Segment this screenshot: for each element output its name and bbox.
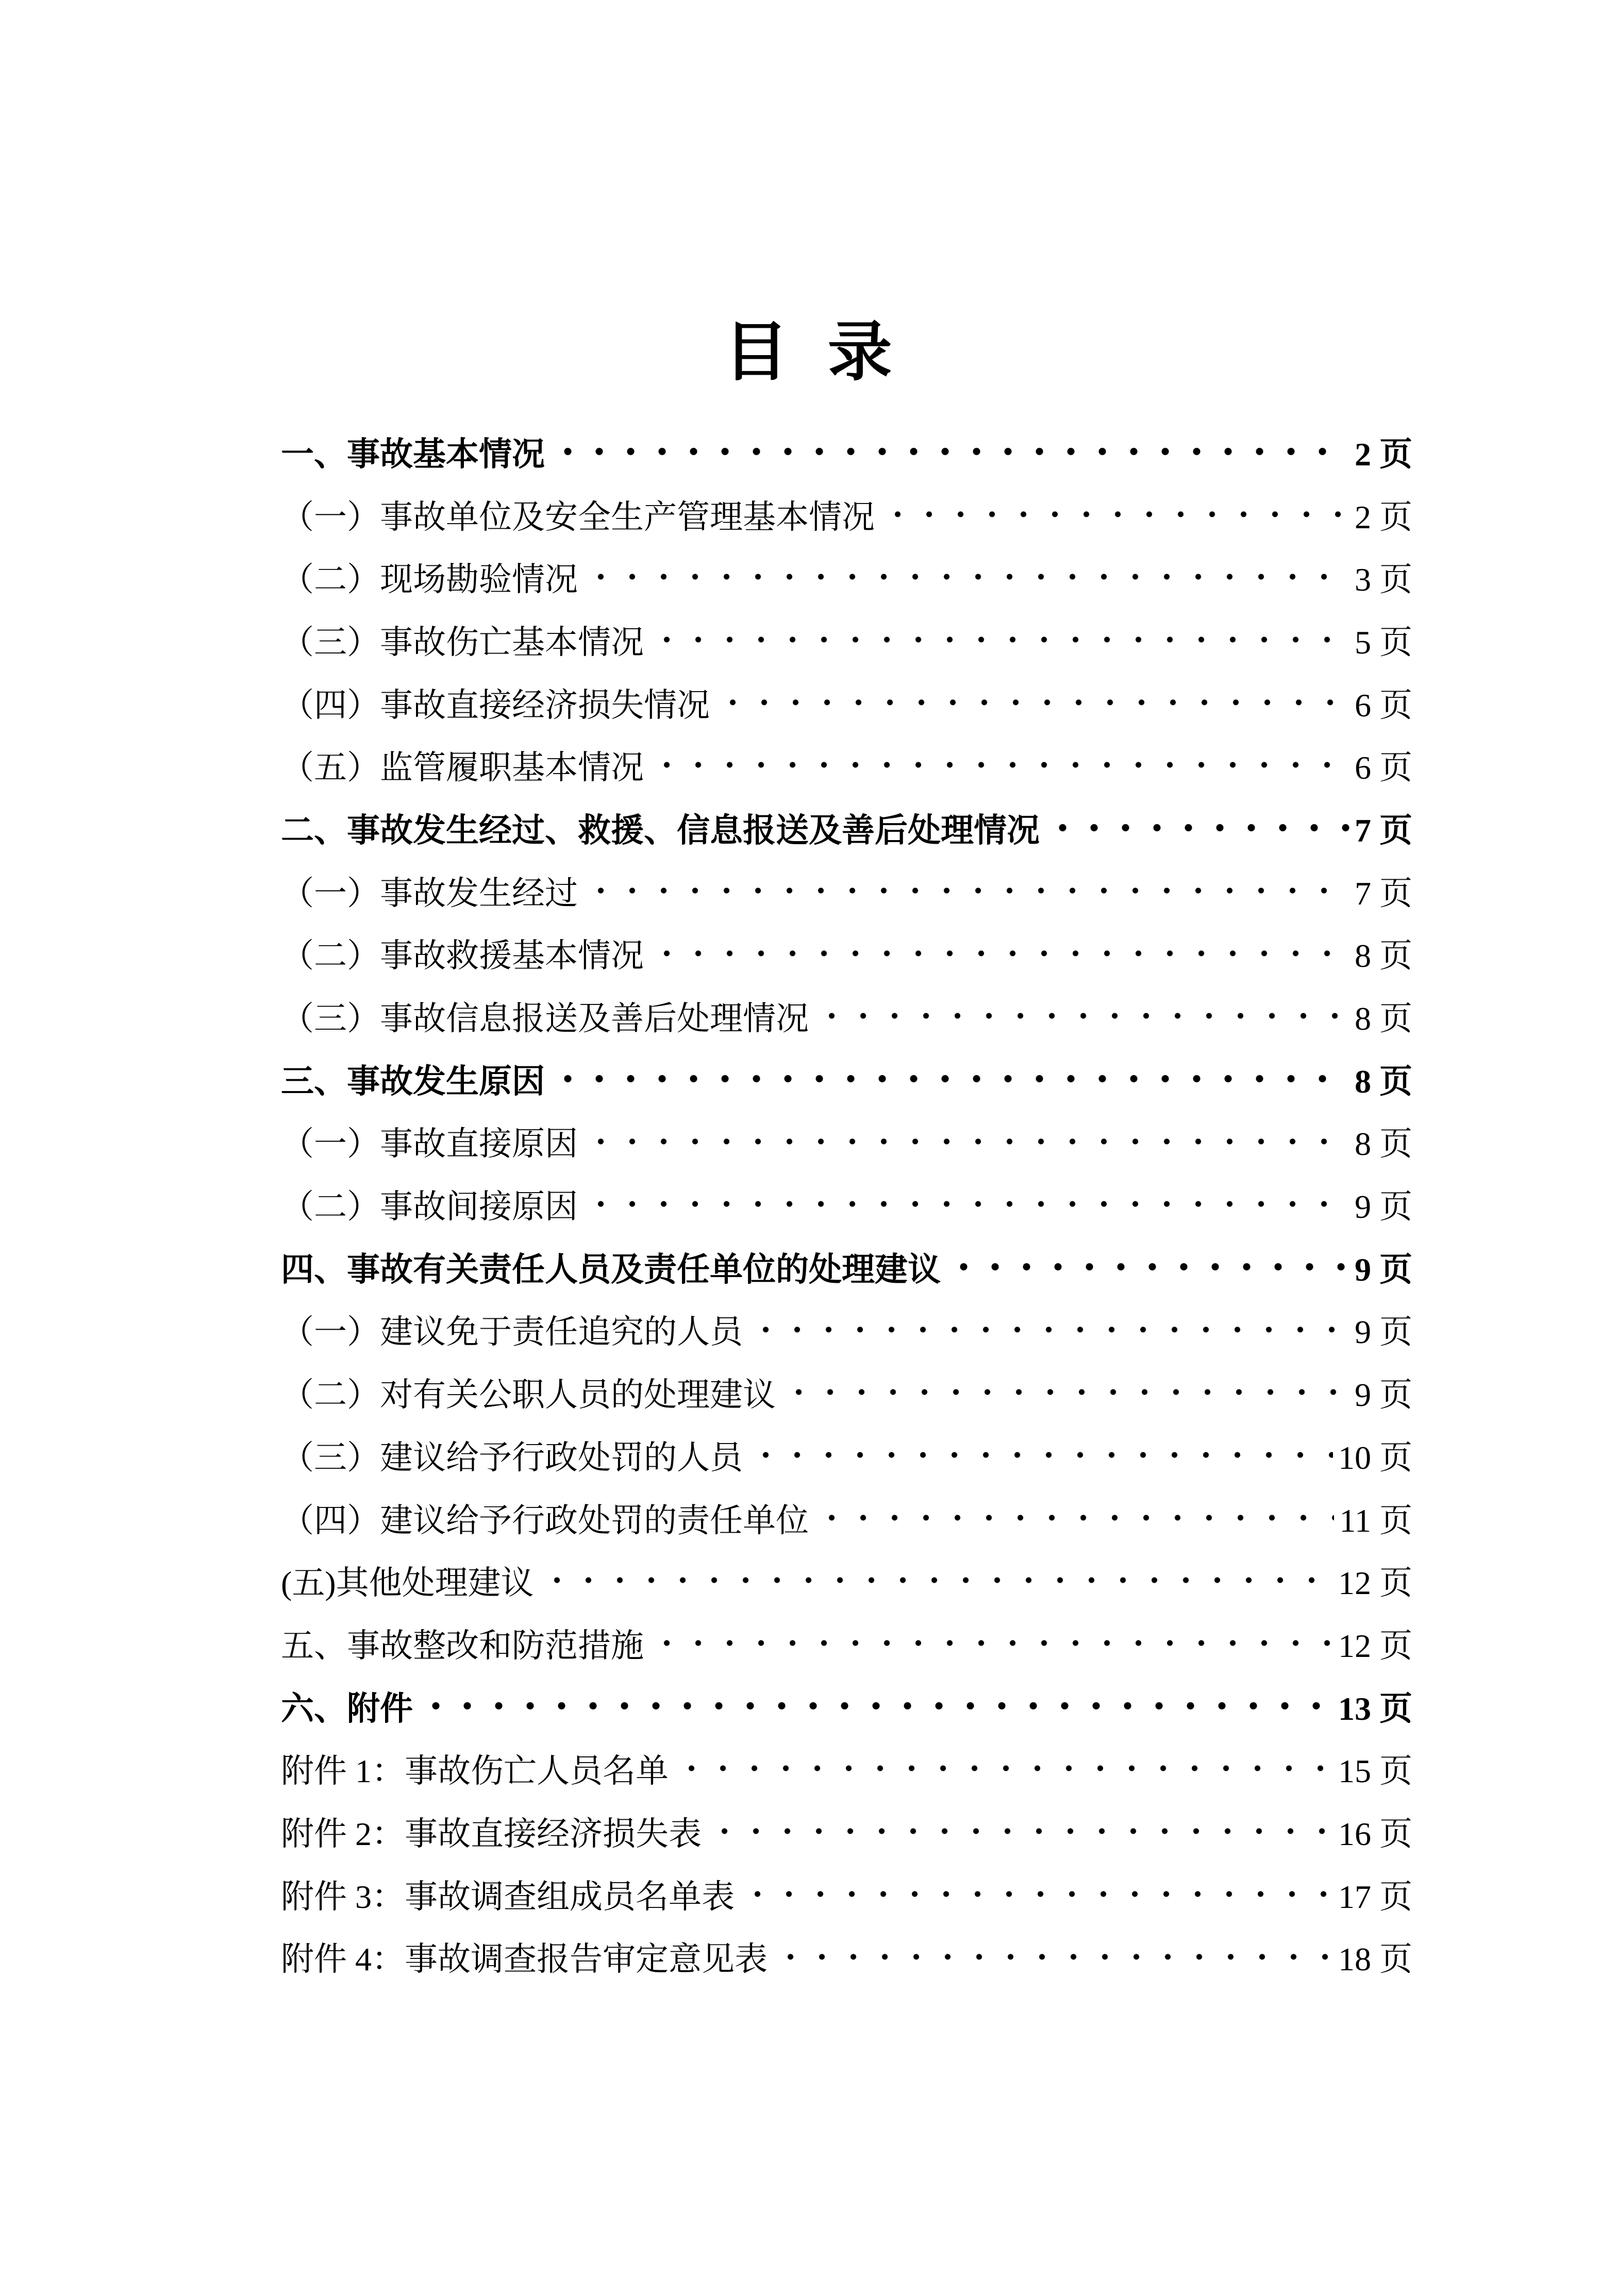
page-number: 8 页: [1355, 937, 1412, 975]
toc-entry: [281, 1612, 1412, 1674]
toc-entry-label: （四）事故直接经济损失情况: [281, 686, 710, 724]
page-number: 11 页: [1339, 1502, 1412, 1539]
toc-entry-label: 附件 1：事故伤亡人员名单: [281, 1753, 669, 1790]
toc-entry: [281, 1235, 1412, 1298]
toc-entry-label: （四）建议给予行政处罚的责任单位: [281, 1502, 809, 1539]
toc-entry: [281, 796, 1412, 859]
dot-leader: [882, 483, 1350, 546]
toc-entry: [281, 1674, 1412, 1737]
dot-leader: [750, 1423, 1333, 1486]
toc-entry-label: （一）事故发生经过: [281, 875, 578, 912]
toc-entry: [281, 1737, 1412, 1800]
page-number: 9 页: [1355, 1377, 1412, 1414]
dot-leader: [775, 1925, 1333, 1988]
toc-entry-label: 三、事故发生原因: [281, 1062, 545, 1100]
toc-entry-label: 附件 3：事故调查组成员名单表: [281, 1878, 735, 1915]
page-number: 17 页: [1338, 1878, 1412, 1915]
page-number: 18 页: [1338, 1941, 1412, 1978]
toc-entry-label: （二）事故间接原因: [281, 1188, 578, 1226]
toc-entry-label: （三）事故伤亡基本情况: [281, 624, 644, 661]
dot-leader: [750, 1298, 1350, 1361]
toc-entry-label: （三）建议给予行政处罚的人员: [281, 1439, 743, 1476]
toc-entry: [281, 1298, 1412, 1361]
page-number: 7 页: [1355, 812, 1412, 849]
toc-entry: [281, 859, 1412, 922]
toc-entry: [281, 1172, 1412, 1235]
toc-entry-label: 四、事故有关责任人员及责任单位的处理建议: [281, 1250, 941, 1288]
dot-leader: [1047, 796, 1350, 859]
page-number: 12 页: [1338, 1627, 1412, 1664]
dot-leader: [709, 1800, 1333, 1863]
dot-leader: [585, 545, 1350, 608]
page-number: 9 页: [1355, 1251, 1412, 1288]
page-number: 12 页: [1338, 1565, 1412, 1602]
toc-entry-label: （三）事故信息报送及善后处理情况: [281, 1000, 809, 1037]
toc-entry-label: （二）事故救援基本情况: [281, 937, 644, 975]
toc-entry-label: 五、事故整改和防范措施: [281, 1627, 644, 1664]
toc-entry: [281, 1110, 1412, 1173]
dot-leader: [651, 1612, 1333, 1674]
dot-leader: [676, 1737, 1333, 1800]
toc-entry: [281, 1863, 1412, 1925]
dot-leader: [651, 733, 1350, 796]
dot-leader: [948, 1235, 1350, 1298]
toc-entry: [281, 1925, 1412, 1988]
toc-entry: [281, 1486, 1412, 1549]
toc-entry: [281, 608, 1412, 671]
toc-entry-label: 六、附件: [281, 1689, 413, 1727]
page-number: 16 页: [1338, 1815, 1412, 1852]
dot-leader: [816, 984, 1350, 1047]
toc-entry: [281, 1423, 1412, 1486]
toc-entry-label: （五）监管履职基本情况: [281, 749, 644, 786]
page-number: 10 页: [1338, 1439, 1412, 1476]
page-number: 13 页: [1338, 1690, 1412, 1727]
dot-leader: [651, 608, 1350, 671]
document-title: 目 录: [724, 317, 892, 389]
dot-leader: [816, 1486, 1334, 1549]
toc-entry: [281, 420, 1412, 483]
toc-entry: [281, 1800, 1412, 1863]
toc-entry-label: (五)其他处理建议: [281, 1565, 534, 1602]
toc-entry-label: 附件 4：事故调查报告审定意见表: [281, 1941, 768, 1978]
page-number: 7 页: [1355, 875, 1412, 912]
page-number: 8 页: [1355, 1063, 1412, 1100]
page-number: 3 页: [1355, 561, 1412, 598]
toc-entry: [281, 483, 1412, 546]
toc-entry: [281, 1549, 1412, 1612]
dot-leader: [651, 922, 1350, 985]
toc-entry: [281, 984, 1412, 1047]
toc-list: [281, 420, 1412, 1988]
dot-leader: [717, 671, 1350, 734]
toc-entry-label: （二）现场勘验情况: [281, 561, 578, 598]
toc-entry: [281, 1361, 1412, 1423]
toc-entry-label: （二）对有关公职人员的处理建议: [281, 1377, 776, 1414]
page-number: 9 页: [1355, 1188, 1412, 1226]
dot-leader: [742, 1863, 1333, 1925]
dot-leader: [420, 1674, 1333, 1737]
dot-leader: [585, 1172, 1350, 1235]
toc-entry: [281, 671, 1412, 734]
dot-leader: [541, 1549, 1333, 1612]
dot-leader: [585, 859, 1350, 922]
page-number: 2 页: [1355, 498, 1412, 535]
toc-entry: [281, 922, 1412, 985]
toc-entry-label: 附件 2：事故直接经济损失表: [281, 1815, 702, 1852]
toc-entry-label: （一）事故直接原因: [281, 1126, 578, 1163]
toc-entry-label: 二、事故发生经过、救援、信息报送及善后处理情况: [281, 811, 1040, 849]
toc-entry-label: 一、事故基本情况: [281, 435, 545, 473]
page-number: 6 页: [1355, 686, 1412, 724]
dot-leader: [552, 420, 1350, 483]
toc-entry-label: （一）建议免于责任追究的人员: [281, 1314, 743, 1351]
toc-entry: [281, 545, 1412, 608]
dot-leader: [552, 1047, 1350, 1110]
toc-entry: [281, 1047, 1412, 1110]
page-number: 8 页: [1355, 1126, 1412, 1163]
page-number: 8 页: [1355, 1000, 1412, 1037]
page-number: 9 页: [1355, 1314, 1412, 1351]
page-number: 6 页: [1355, 749, 1412, 786]
page-number: 5 页: [1355, 624, 1412, 661]
toc-entry-label: （一）事故单位及安全生产管理基本情况: [281, 498, 875, 535]
dot-leader: [783, 1361, 1350, 1423]
page-number: 2 页: [1355, 435, 1412, 473]
page-number: 15 页: [1338, 1753, 1412, 1790]
dot-leader: [585, 1110, 1350, 1173]
toc-entry: [281, 733, 1412, 796]
